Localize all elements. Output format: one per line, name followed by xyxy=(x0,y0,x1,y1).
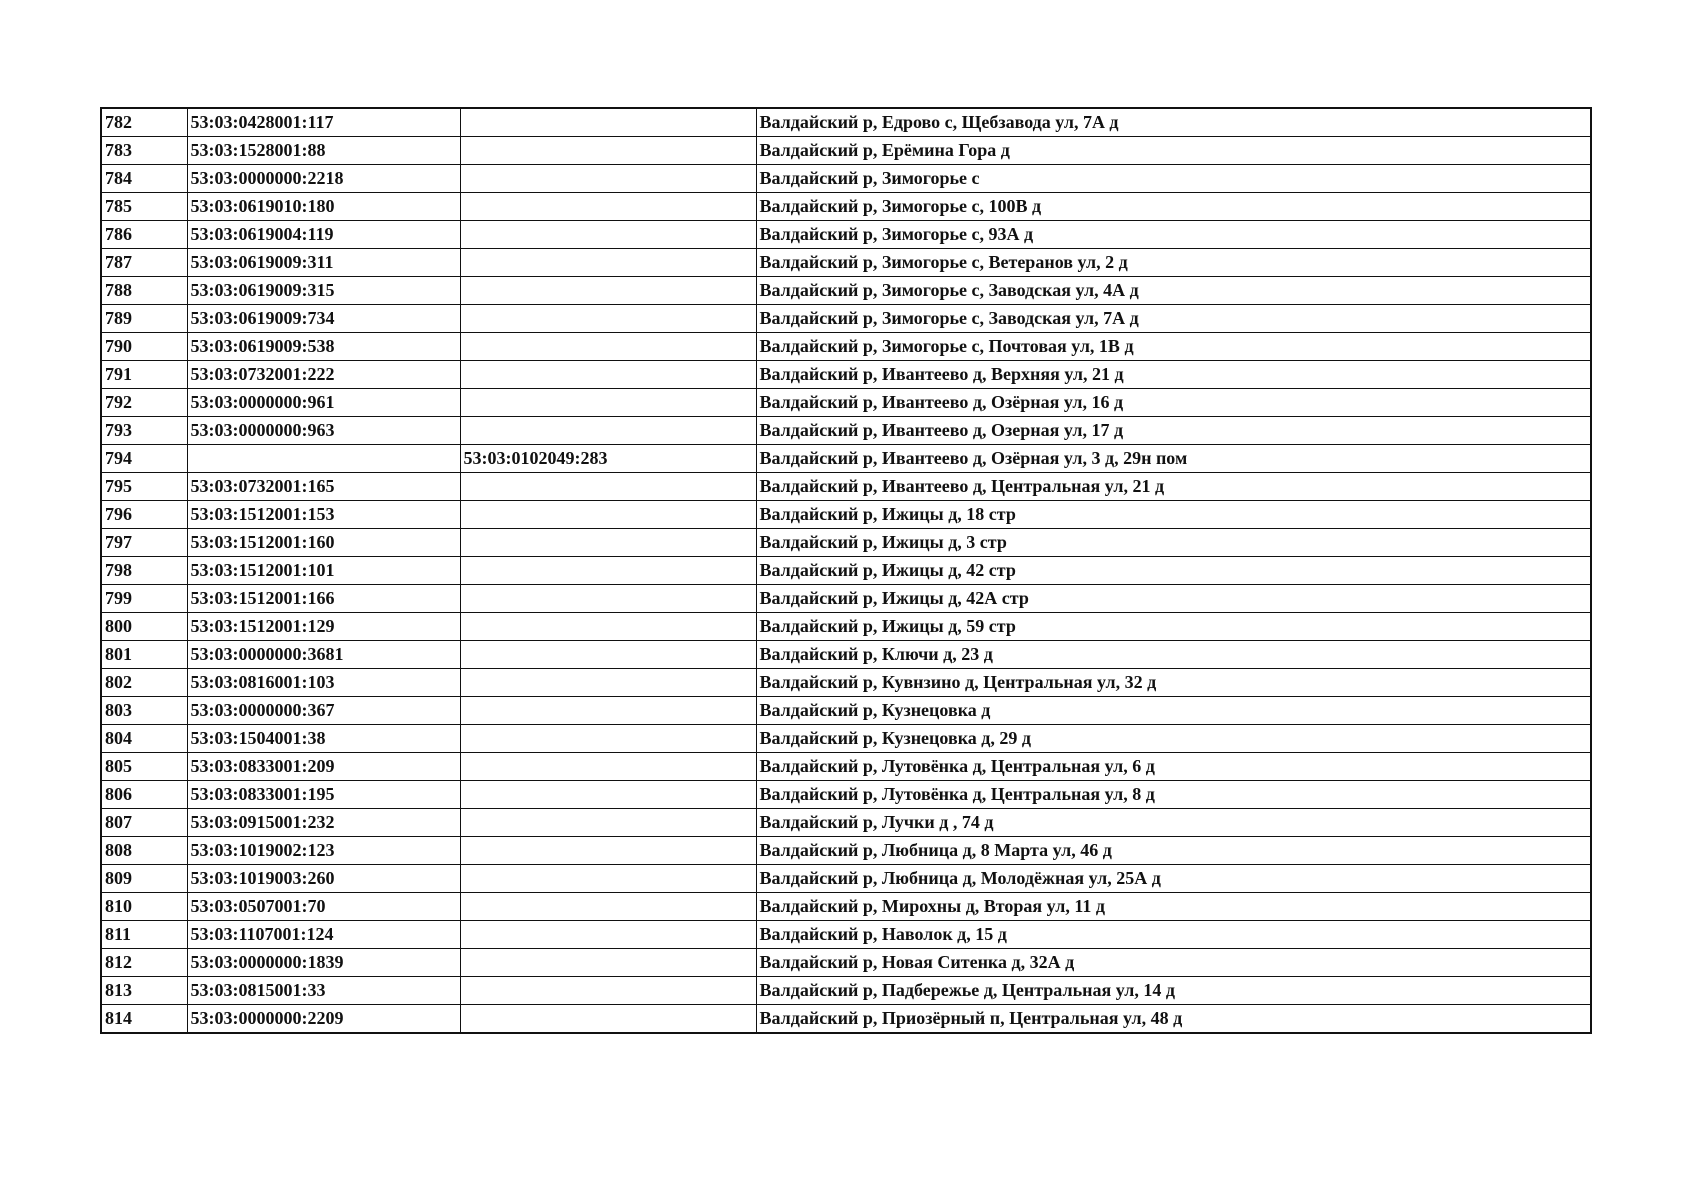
cadastral-number-cell: 53:03:0619010:180 xyxy=(187,193,460,221)
address-cell: Валдайский р, Едрово с, Щебзавода ул, 7А д xyxy=(756,108,1591,137)
table-row xyxy=(101,921,1591,949)
table-row xyxy=(101,445,1591,473)
cadastral-number-cell: 53:03:0815001:33 xyxy=(187,977,460,1005)
property-table xyxy=(100,107,1592,1034)
room-cadastral-number-cell xyxy=(460,473,756,501)
cadastral-number-cell: 53:03:1019002:123 xyxy=(187,837,460,865)
address-cell: Валдайский р, Приозёрный п, Центральная ул, 48 д xyxy=(756,1005,1591,1034)
room-cadastral-number-cell xyxy=(460,501,756,529)
table-row xyxy=(101,977,1591,1005)
address-cell: Валдайский р, Ивантеево д, Озёрная ул, 16 д xyxy=(756,389,1591,417)
room-cadastral-number-cell xyxy=(460,921,756,949)
room-cadastral-number-cell xyxy=(460,193,756,221)
table-row xyxy=(101,221,1591,249)
table-row xyxy=(101,893,1591,921)
cadastral-number-cell: 53:03:1107001:124 xyxy=(187,921,460,949)
cadastral-number-cell: 53:03:0732001:165 xyxy=(187,473,460,501)
cadastral-number-cell: 53:03:0915001:232 xyxy=(187,809,460,837)
room-cadastral-number-cell xyxy=(460,949,756,977)
cadastral-number-cell: 53:03:0619009:538 xyxy=(187,333,460,361)
cadastral-number-cell: 53:03:0619009:311 xyxy=(187,249,460,277)
room-cadastral-number-cell xyxy=(460,893,756,921)
row-number-cell: 800 xyxy=(101,613,187,641)
row-number-cell: 805 xyxy=(101,753,187,781)
address-cell: Валдайский р, Ерёмина Гора д xyxy=(756,137,1591,165)
cadastral-number-cell: 53:03:0000000:2218 xyxy=(187,165,460,193)
room-cadastral-number-cell xyxy=(460,165,756,193)
row-number-cell: 810 xyxy=(101,893,187,921)
row-number-cell: 802 xyxy=(101,669,187,697)
room-cadastral-number-cell xyxy=(460,137,756,165)
room-cadastral-number-cell xyxy=(460,697,756,725)
address-cell: Валдайский р, Ижицы д, 3 стр xyxy=(756,529,1591,557)
cadastral-number-cell: 53:03:0000000:963 xyxy=(187,417,460,445)
address-cell: Валдайский р, Ивантеево д, Верхняя ул, 21 д xyxy=(756,361,1591,389)
cadastral-number-cell: 53:03:1504001:38 xyxy=(187,725,460,753)
room-cadastral-number-cell xyxy=(460,977,756,1005)
room-cadastral-number-cell xyxy=(460,529,756,557)
row-number-cell: 811 xyxy=(101,921,187,949)
table-row xyxy=(101,809,1591,837)
room-cadastral-number-cell xyxy=(460,557,756,585)
room-cadastral-number-cell xyxy=(460,669,756,697)
table-row xyxy=(101,697,1591,725)
address-cell: Валдайский р, Ижицы д, 18 стр xyxy=(756,501,1591,529)
table-row xyxy=(101,837,1591,865)
row-number-cell: 787 xyxy=(101,249,187,277)
address-cell: Валдайский р, Падбережье д, Центральная ул, 14 д xyxy=(756,977,1591,1005)
cadastral-number-cell: 53:03:1528001:88 xyxy=(187,137,460,165)
room-cadastral-number-cell xyxy=(460,389,756,417)
row-number-cell: 796 xyxy=(101,501,187,529)
table-row xyxy=(101,585,1591,613)
row-number-cell: 798 xyxy=(101,557,187,585)
cadastral-number-cell: 53:03:1512001:101 xyxy=(187,557,460,585)
row-number-cell: 806 xyxy=(101,781,187,809)
address-cell: Валдайский р, Ивантеево д, Озерная ул, 17 д xyxy=(756,417,1591,445)
address-cell: Валдайский р, Зимогорье с, Почтовая ул, 1В д xyxy=(756,333,1591,361)
cadastral-number-cell: 53:03:0619009:734 xyxy=(187,305,460,333)
table-row xyxy=(101,417,1591,445)
address-cell: Валдайский р, Новая Ситенка д, 32А д xyxy=(756,949,1591,977)
table-row xyxy=(101,501,1591,529)
address-cell: Валдайский р, Кузнецовка д, 29 д xyxy=(756,725,1591,753)
row-number-cell: 801 xyxy=(101,641,187,669)
cadastral-number-cell: 53:03:0816001:103 xyxy=(187,669,460,697)
cadastral-number-cell: 53:03:1512001:166 xyxy=(187,585,460,613)
table-row xyxy=(101,1005,1591,1034)
table-row xyxy=(101,865,1591,893)
address-cell: Валдайский р, Зимогорье с xyxy=(756,165,1591,193)
row-number-cell: 783 xyxy=(101,137,187,165)
room-cadastral-number-cell xyxy=(460,1005,756,1034)
room-cadastral-number-cell xyxy=(460,333,756,361)
cadastral-number-cell: 53:03:0428001:117 xyxy=(187,108,460,137)
cadastral-number-cell: 53:03:0000000:1839 xyxy=(187,949,460,977)
address-cell: Валдайский р, Ключи д, 23 д xyxy=(756,641,1591,669)
table-row xyxy=(101,277,1591,305)
room-cadastral-number-cell xyxy=(460,305,756,333)
table-row xyxy=(101,529,1591,557)
room-cadastral-number-cell xyxy=(460,809,756,837)
row-number-cell: 794 xyxy=(101,445,187,473)
address-cell: Валдайский р, Любница д, Молодёжная ул, 25А д xyxy=(756,865,1591,893)
table-row xyxy=(101,193,1591,221)
row-number-cell: 803 xyxy=(101,697,187,725)
address-cell: Валдайский р, Любница д, 8 Марта ул, 46 д xyxy=(756,837,1591,865)
cadastral-number-cell: 53:03:0000000:367 xyxy=(187,697,460,725)
room-cadastral-number-cell xyxy=(460,585,756,613)
address-cell: Валдайский р, Наволок д, 15 д xyxy=(756,921,1591,949)
row-number-cell: 791 xyxy=(101,361,187,389)
address-cell: Валдайский р, Мирохны д, Вторая ул, 11 д xyxy=(756,893,1591,921)
row-number-cell: 799 xyxy=(101,585,187,613)
row-number-cell: 809 xyxy=(101,865,187,893)
address-cell: Валдайский р, Лучки д , 74 д xyxy=(756,809,1591,837)
table-row xyxy=(101,361,1591,389)
cadastral-number-cell: 53:03:0619004:119 xyxy=(187,221,460,249)
table-row xyxy=(101,613,1591,641)
room-cadastral-number-cell xyxy=(460,249,756,277)
table-row xyxy=(101,557,1591,585)
room-cadastral-number-cell xyxy=(460,865,756,893)
row-number-cell: 808 xyxy=(101,837,187,865)
cadastral-number-cell xyxy=(187,445,460,473)
table-row xyxy=(101,165,1591,193)
row-number-cell: 814 xyxy=(101,1005,187,1034)
row-number-cell: 790 xyxy=(101,333,187,361)
table-row xyxy=(101,137,1591,165)
room-cadastral-number-cell xyxy=(460,417,756,445)
room-cadastral-number-cell: 53:03:0102049:283 xyxy=(460,445,756,473)
row-number-cell: 784 xyxy=(101,165,187,193)
cadastral-number-cell: 53:03:0732001:222 xyxy=(187,361,460,389)
cadastral-number-cell: 53:03:1512001:153 xyxy=(187,501,460,529)
cadastral-number-cell: 53:03:0507001:70 xyxy=(187,893,460,921)
table-row xyxy=(101,108,1591,137)
table-row xyxy=(101,305,1591,333)
table-row xyxy=(101,781,1591,809)
room-cadastral-number-cell xyxy=(460,753,756,781)
cadastral-number-cell: 53:03:0833001:209 xyxy=(187,753,460,781)
row-number-cell: 785 xyxy=(101,193,187,221)
room-cadastral-number-cell xyxy=(460,725,756,753)
room-cadastral-number-cell xyxy=(460,361,756,389)
row-number-cell: 812 xyxy=(101,949,187,977)
row-number-cell: 782 xyxy=(101,108,187,137)
address-cell: Валдайский р, Ивантеево д, Центральная ул, 21 д xyxy=(756,473,1591,501)
row-number-cell: 786 xyxy=(101,221,187,249)
cadastral-number-cell: 53:03:0000000:3681 xyxy=(187,641,460,669)
table-row xyxy=(101,753,1591,781)
table-body xyxy=(101,108,1591,1033)
address-cell: Валдайский р, Ижицы д, 42А стр xyxy=(756,585,1591,613)
address-cell: Валдайский р, Ижицы д, 42 стр xyxy=(756,557,1591,585)
table-row xyxy=(101,389,1591,417)
room-cadastral-number-cell xyxy=(460,108,756,137)
address-cell: Валдайский р, Зимогорье с, 93А д xyxy=(756,221,1591,249)
room-cadastral-number-cell xyxy=(460,277,756,305)
address-cell: Валдайский р, Зимогорье с, 100В д xyxy=(756,193,1591,221)
room-cadastral-number-cell xyxy=(460,641,756,669)
table-row xyxy=(101,333,1591,361)
cadastral-number-cell: 53:03:0000000:961 xyxy=(187,389,460,417)
address-cell: Валдайский р, Лутовёнка д, Центральная ул, 8 д xyxy=(756,781,1591,809)
address-cell: Валдайский р, Лутовёнка д, Центральная ул, 6 д xyxy=(756,753,1591,781)
table-row xyxy=(101,473,1591,501)
table-row xyxy=(101,641,1591,669)
table-row xyxy=(101,725,1591,753)
cadastral-number-cell: 53:03:0833001:195 xyxy=(187,781,460,809)
row-number-cell: 789 xyxy=(101,305,187,333)
row-number-cell: 804 xyxy=(101,725,187,753)
address-cell: Валдайский р, Ивантеево д, Озёрная ул, 3 д, 29н пом xyxy=(756,445,1591,473)
room-cadastral-number-cell xyxy=(460,837,756,865)
row-number-cell: 807 xyxy=(101,809,187,837)
address-cell: Валдайский р, Зимогорье с, Заводская ул, 4А д xyxy=(756,277,1591,305)
cadastral-number-cell: 53:03:0619009:315 xyxy=(187,277,460,305)
address-cell: Валдайский р, Ижицы д, 59 стр xyxy=(756,613,1591,641)
room-cadastral-number-cell xyxy=(460,221,756,249)
address-cell: Валдайский р, Кузнецовка д xyxy=(756,697,1591,725)
cadastral-number-cell: 53:03:1019003:260 xyxy=(187,865,460,893)
table-row xyxy=(101,949,1591,977)
room-cadastral-number-cell xyxy=(460,781,756,809)
address-cell: Валдайский р, Зимогорье с, Заводская ул, 7А д xyxy=(756,305,1591,333)
address-cell: Валдайский р, Зимогорье с, Ветеранов ул, 2 д xyxy=(756,249,1591,277)
row-number-cell: 788 xyxy=(101,277,187,305)
table-row xyxy=(101,669,1591,697)
cadastral-number-cell: 53:03:1512001:129 xyxy=(187,613,460,641)
cadastral-number-cell: 53:03:1512001:160 xyxy=(187,529,460,557)
row-number-cell: 813 xyxy=(101,977,187,1005)
cadastral-number-cell: 53:03:0000000:2209 xyxy=(187,1005,460,1034)
address-cell: Валдайский р, Кувнзино д, Центральная ул, 32 д xyxy=(756,669,1591,697)
row-number-cell: 792 xyxy=(101,389,187,417)
row-number-cell: 793 xyxy=(101,417,187,445)
row-number-cell: 797 xyxy=(101,529,187,557)
row-number-cell: 795 xyxy=(101,473,187,501)
room-cadastral-number-cell xyxy=(460,613,756,641)
table-row xyxy=(101,249,1591,277)
